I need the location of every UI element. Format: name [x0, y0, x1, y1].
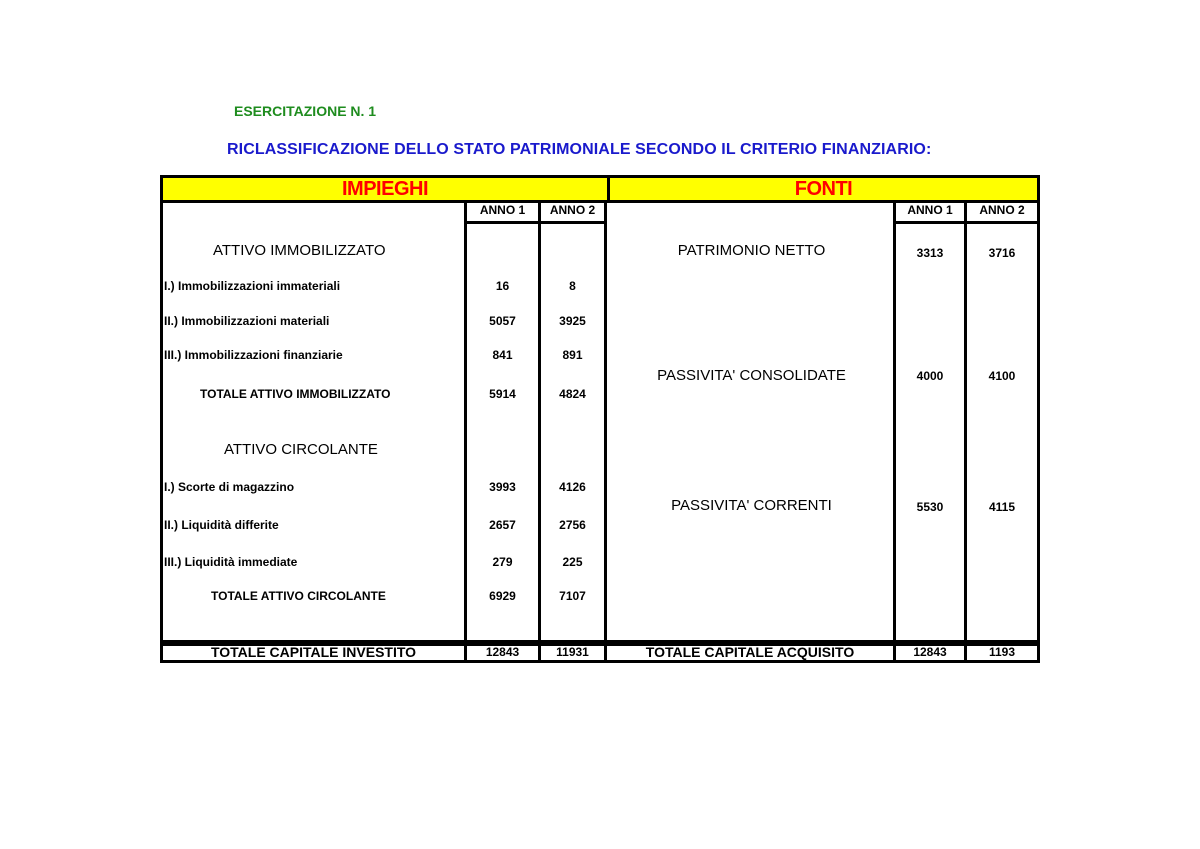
- fonti-row-label: PATRIMONIO NETTO: [677, 242, 826, 259]
- row-anno2: 4126: [559, 480, 586, 494]
- totale-capitale-acquisito-label: TOTALE CAPITALE ACQUISITO: [604, 643, 896, 663]
- row-anno1: 3993: [489, 480, 516, 494]
- total-attivo-immobilizzato-anno2: 4824: [559, 387, 586, 401]
- row-anno2: 3925: [559, 314, 586, 328]
- fonti-anno2-header: ANNO 2: [964, 200, 1040, 224]
- row-label: I.) Immobilizzazioni immateriali: [164, 279, 341, 293]
- row-anno2: 2756: [559, 518, 586, 532]
- row-anno2: 225: [562, 555, 583, 569]
- fonti-row-anno2: 4115: [988, 500, 1016, 514]
- impieghi-anno2-column: [538, 200, 607, 643]
- impieghi-header: IMPIEGHI: [160, 175, 610, 203]
- row-label: II.) Liquidità differite: [164, 518, 279, 532]
- row-label: I.) Scorte di magazzino: [164, 480, 295, 494]
- fonti-row-anno1: 4000: [916, 369, 944, 383]
- row-label: III.) Immobilizzazioni finanziarie: [164, 348, 343, 362]
- fonti-row-anno1: 3313: [916, 246, 944, 260]
- fonti-anno2-column: [964, 200, 1040, 643]
- row-anno1: 16: [495, 279, 510, 293]
- row-anno1: 2657: [489, 518, 516, 532]
- total-attivo-immobilizzato-label: TOTALE ATTIVO IMMOBILIZZATO: [200, 387, 391, 401]
- row-label: II.) Immobilizzazioni materiali: [164, 314, 330, 328]
- total-attivo-immobilizzato-anno1: 5914: [489, 387, 516, 401]
- row-label: III.) Liquidità immediate: [164, 555, 298, 569]
- total-attivo-circolante-anno2: 7107: [559, 589, 586, 603]
- page-title: RICLASSIFICAZIONE DELLO STATO PATRIMONIALE SECONDO IL CRITERIO FINANZIARIO:: [227, 141, 932, 158]
- impieghi-anno1-column: [464, 200, 541, 643]
- fonti-row-anno2: 4100: [988, 369, 1016, 383]
- fonti-row-label: PASSIVITA' CONSOLIDATE: [657, 367, 846, 384]
- total-attivo-circolante-anno1: 6929: [489, 589, 516, 603]
- total-attivo-circolante-label: TOTALE ATTIVO CIRCOLANTE: [211, 589, 386, 603]
- row-anno1: 279: [492, 555, 513, 569]
- row-anno2: 891: [562, 348, 583, 362]
- impieghi-anno1-header: ANNO 1: [464, 200, 541, 224]
- fonti-row-anno2: 3716: [988, 246, 1016, 260]
- totale-capitale-acquisito-anno1: 12843: [893, 643, 967, 663]
- totale-capitale-investito-anno1: 12843: [464, 643, 541, 663]
- exercise-heading: ESERCITAZIONE N. 1: [234, 103, 377, 119]
- totale-capitale-investito-label: TOTALE CAPITALE INVESTITO: [160, 643, 467, 663]
- row-anno1: 5057: [489, 314, 516, 328]
- row-anno1: 841: [492, 348, 513, 362]
- section-attivo-immobilizzato: ATTIVO IMMOBILIZZATO: [213, 242, 386, 259]
- impieghi-anno2-header: ANNO 2: [538, 200, 607, 224]
- row-anno2: 8: [569, 279, 576, 293]
- totale-capitale-investito-anno2: 11931: [538, 643, 607, 663]
- fonti-row-label: PASSIVITA' CORRENTI: [671, 497, 832, 514]
- fonti-header: FONTI: [607, 175, 1040, 203]
- fonti-anno1-header: ANNO 1: [893, 200, 967, 224]
- section-attivo-circolante: ATTIVO CIRCOLANTE: [224, 441, 378, 458]
- totale-capitale-acquisito-anno2: 1193: [964, 643, 1040, 663]
- fonti-row-anno1: 5530: [916, 500, 944, 514]
- fonti-anno1-column: [893, 200, 967, 643]
